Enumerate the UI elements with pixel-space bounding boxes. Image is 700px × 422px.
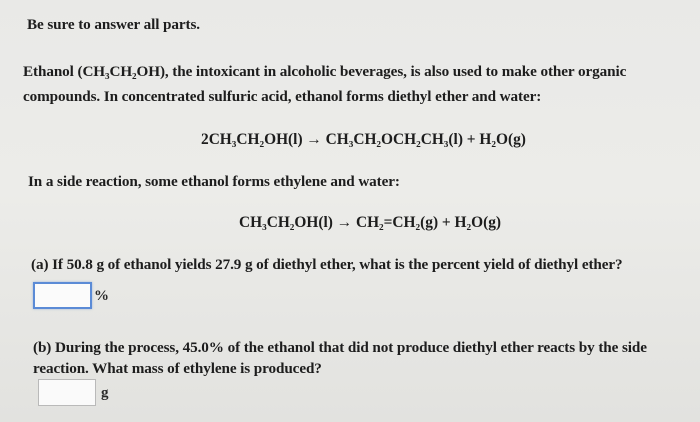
part-a-answer-box[interactable] — [33, 282, 92, 309]
percent-unit-label: % — [94, 288, 109, 304]
part-a-question: (a) If 50.8 g of ethanol yields 27.9 g of diethyl ether, what is the percent yield of diethyl ether? — [31, 256, 623, 273]
part-b-answer-box[interactable] — [38, 379, 96, 406]
part-b-question-line-1: (b) During the process, 45.0% of the ethanol that did not produce diethyl ether reacts by the side — [33, 339, 647, 356]
part-b-question-line-2: reaction. What mass of ethylene is produced? — [33, 360, 322, 377]
intro-line-1: Ethanol (CH₃CH₂OH), the intoxicant in alcoholic beverages, is also used to make other organic — [23, 63, 627, 80]
grams-unit-label: g — [101, 385, 109, 401]
reaction-1-equation: 2CH₃CH₂OH(l) → CH₃CH₂OCH₂CH₃(l) + H₂O(g) — [201, 131, 526, 148]
intro-line-2: compounds. In concentrated sulfuric acid, ethanol forms diethyl ether and water: — [23, 88, 542, 105]
instructions-text: Be sure to answer all parts. — [27, 16, 200, 33]
percent-yield-input[interactable] — [35, 284, 90, 307]
side-reaction-intro: In a side reaction, some ethanol forms ethylene and water: — [28, 173, 400, 190]
reaction-2-equation: CH₃CH₂OH(l) → CH₂=CH₂(g) + H₂O(g) — [239, 214, 502, 231]
ethylene-mass-input[interactable] — [39, 380, 95, 405]
